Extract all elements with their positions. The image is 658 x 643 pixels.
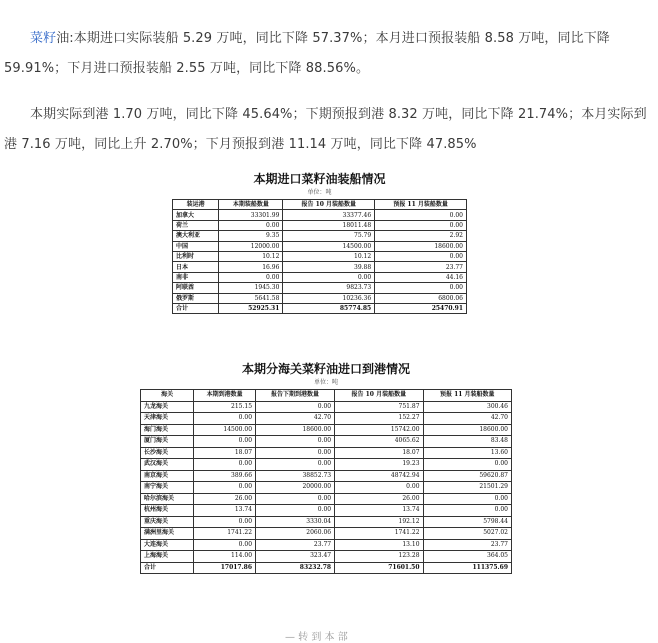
- table-row: [173, 303, 467, 313]
- table-cell: 4065.62: [335, 436, 423, 448]
- table-cell: 10.12: [283, 251, 375, 261]
- table-row: [141, 528, 512, 540]
- paragraph-1-text: 油:本期进口实际装船 5.29 万吨，同比下降 57.37%；本月进口预报装船 8.58 万吨，同比下降 59.91%；下月进口预报装船 2.55 万吨，同比下降 88.56%。: [4, 31, 610, 76]
- shipment-table-figure: [172, 170, 467, 314]
- table-header-cell: 预报 11 月装船数量: [375, 200, 467, 210]
- table-cell: 13.60: [423, 447, 511, 459]
- table-cell: 23.77: [423, 539, 511, 551]
- table-row: [141, 413, 512, 425]
- table-cell: 14500.00: [194, 424, 256, 436]
- table-cell: 20000.00: [256, 482, 335, 494]
- table-cell: 23.77: [375, 262, 467, 272]
- table-cell: 0.00: [283, 272, 375, 282]
- table-cell: 1741.22: [194, 528, 256, 540]
- table-cell: 18.07: [194, 447, 256, 459]
- table-cell: 0.00: [375, 210, 467, 220]
- table-row-label: 重庆海关: [141, 516, 194, 528]
- table-cell: 192.12: [335, 516, 423, 528]
- table-cell: 2060.06: [256, 528, 335, 540]
- table-row: [141, 516, 512, 528]
- table-row: [173, 220, 467, 230]
- table-cell: 2.92: [375, 231, 467, 241]
- table-cell: 123.28: [335, 551, 423, 563]
- table-row: [141, 505, 512, 517]
- table-cell: 71601.50: [335, 562, 423, 574]
- table-row-label: 大连海关: [141, 539, 194, 551]
- table-row-label: 南京海关: [141, 470, 194, 482]
- table-row: [141, 562, 512, 574]
- shipment-table-title: 本期进口菜籽油装船情况: [253, 172, 386, 186]
- table-cell: 0.00: [256, 493, 335, 505]
- arrival-table: [140, 389, 512, 574]
- table-row-label: 比利时: [173, 251, 219, 261]
- table-cell: 75.79: [283, 231, 375, 241]
- table-cell: 59620.87: [423, 470, 511, 482]
- table-header-cell: 报告 10 月装船数量: [283, 200, 375, 210]
- table-cell: 6800.06: [375, 293, 467, 303]
- table-cell: 751.87: [335, 401, 423, 413]
- table-row: [173, 262, 467, 272]
- table-cell: 14500.00: [283, 241, 375, 251]
- table-header-cell: 装运港: [173, 200, 219, 210]
- table-cell: 1945.30: [219, 283, 283, 293]
- table-row: [141, 551, 512, 563]
- table-row-label: 南非: [173, 272, 219, 282]
- table-cell: 18600.00: [375, 241, 467, 251]
- table-row-label: 上海海关: [141, 551, 194, 563]
- table-cell: 44.16: [375, 272, 467, 282]
- table-cell: 21501.29: [423, 482, 511, 494]
- table-row: [173, 283, 467, 293]
- table-cell: 389.66: [194, 470, 256, 482]
- keyword-link-rapeseed[interactable]: 菜籽: [30, 31, 57, 46]
- table-cell: 10.12: [219, 251, 283, 261]
- paragraph-rapeseed-shipment: [4, 24, 652, 84]
- table-header-cell: 预报 11 月装船数量: [423, 390, 511, 402]
- table-cell: 0.00: [375, 220, 467, 230]
- table-cell: 38852.73: [256, 470, 335, 482]
- table-cell: 9.35: [219, 231, 283, 241]
- table-cell: 13.10: [335, 539, 423, 551]
- table-cell: 16.96: [219, 262, 283, 272]
- table-cell: 83232.78: [256, 562, 335, 574]
- table-header-cell: 报告 10 月装船数量: [335, 390, 423, 402]
- table-cell: 15742.00: [335, 424, 423, 436]
- table-cell: 0.00: [256, 447, 335, 459]
- table-cell: 152.27: [335, 413, 423, 425]
- table-cell: 52925.31: [219, 303, 283, 313]
- table-cell: 83.48: [423, 436, 511, 448]
- table-cell: 19.23: [335, 459, 423, 471]
- table-cell: 85774.85: [283, 303, 375, 313]
- table-cell: 42.70: [423, 413, 511, 425]
- table-row-label: 日本: [173, 262, 219, 272]
- table-header-cell: 本期装船数量: [219, 200, 283, 210]
- table-row-label: 澳大利亚: [173, 231, 219, 241]
- table-row: [141, 401, 512, 413]
- table-cell: 18600.00: [423, 424, 511, 436]
- paragraph-rapeseed-arrival: 本期实际到港 1.70 万吨，同比下降 45.64%；下期预报到港 8.32 万吨，同比下降 21.74%；本月实际到港 7.16 万吨，同比上升 2.70%；下月预报到港 11.14 万吨，同比下降 47.85%: [4, 107, 647, 152]
- table-cell: 33301.99: [219, 210, 283, 220]
- arrival-table-title: 本期分海关菜籽油进口到港情况: [241, 362, 410, 376]
- arrival-table-unit: 单位：吨: [313, 379, 338, 386]
- table-cell: 18600.00: [256, 424, 335, 436]
- table-cell: 0.00: [256, 459, 335, 471]
- table-row: [141, 436, 512, 448]
- table-cell: 0.00: [256, 401, 335, 413]
- table-row: [141, 470, 512, 482]
- table-cell: 17017.86: [194, 562, 256, 574]
- table-row: [173, 241, 467, 251]
- table-row: [173, 231, 467, 241]
- table-row-label: 厦门海关: [141, 436, 194, 448]
- table-row: [141, 539, 512, 551]
- table-cell: 25470.91: [375, 303, 467, 313]
- table-cell: 0.00: [335, 482, 423, 494]
- table-cell: 10236.36: [283, 293, 375, 303]
- table-cell: 0.00: [375, 251, 467, 261]
- table-row-label: 杭州海关: [141, 505, 194, 517]
- table-cell: 0.00: [423, 493, 511, 505]
- shipment-table-unit: 单位：吨: [307, 189, 332, 196]
- table-cell: 0.00: [194, 436, 256, 448]
- table-row-label: 满洲里海关: [141, 528, 194, 540]
- table-row-label: 天津海关: [141, 413, 194, 425]
- shipment-table: [172, 199, 467, 314]
- table-cell: 3330.04: [256, 516, 335, 528]
- table-cell: 0.00: [423, 459, 511, 471]
- table-header-row: [141, 390, 512, 402]
- table-cell: 5798.44: [423, 516, 511, 528]
- table-cell: 5027.02: [423, 528, 511, 540]
- table-cell: 33377.46: [283, 210, 375, 220]
- table-cell: 23.77: [256, 539, 335, 551]
- table-cell: 114.00: [194, 551, 256, 563]
- table-cell: 0.00: [194, 539, 256, 551]
- table-cell: 0.00: [194, 516, 256, 528]
- table-header-cell: 报告下期到港数量: [256, 390, 335, 402]
- table-cell: 111375.69: [423, 562, 511, 574]
- table-row-label: 九龙海关: [141, 401, 194, 413]
- table-row-label: 哈尔滨海关: [141, 493, 194, 505]
- table-cell: 9823.73: [283, 283, 375, 293]
- table-cell: 26.00: [335, 493, 423, 505]
- table-row-label: 阿联酋: [173, 283, 219, 293]
- table-header-cell: 本期到港数量: [194, 390, 256, 402]
- table-header-row: [173, 200, 467, 210]
- arrival-table-figure: [140, 360, 512, 574]
- table-row-label: 南宁海关: [141, 482, 194, 494]
- table-row: [141, 447, 512, 459]
- table-cell: 0.00: [423, 505, 511, 517]
- cut-off-footer-text: — 转 到 本 部: [285, 632, 348, 643]
- table-row: [141, 482, 512, 494]
- table-cell: 39.88: [283, 262, 375, 272]
- table-cell: 0.00: [219, 220, 283, 230]
- table-row: [173, 293, 467, 303]
- table-cell: 12000.00: [219, 241, 283, 251]
- table-cell: 0.00: [256, 505, 335, 517]
- table-cell: 364.05: [423, 551, 511, 563]
- table-row-label: 海门海关: [141, 424, 194, 436]
- table-cell: 1741.22: [335, 528, 423, 540]
- table-row: [141, 493, 512, 505]
- table-row-label: 武汉海关: [141, 459, 194, 471]
- table-cell: 0.00: [194, 459, 256, 471]
- table-row-label: 荷兰: [173, 220, 219, 230]
- table-header-cell: 海关: [141, 390, 194, 402]
- table-row: [173, 251, 467, 261]
- table-cell: 48742.94: [335, 470, 423, 482]
- table-row-label: 加拿大: [173, 210, 219, 220]
- table-row-label: 合计: [141, 562, 194, 574]
- table-row-label: 中国: [173, 241, 219, 251]
- table-cell: 13.74: [335, 505, 423, 517]
- table-row: [173, 210, 467, 220]
- table-cell: 13.74: [194, 505, 256, 517]
- table-row-label: 俄罗斯: [173, 293, 219, 303]
- table-cell: 42.70: [256, 413, 335, 425]
- table-row: [141, 459, 512, 471]
- table-cell: 0.00: [194, 413, 256, 425]
- table-cell: 26.00: [194, 493, 256, 505]
- table-cell: 0.00: [194, 482, 256, 494]
- table-row: [173, 272, 467, 282]
- table-cell: 0.00: [256, 436, 335, 448]
- table-cell: 18011.48: [283, 220, 375, 230]
- table-cell: 5641.58: [219, 293, 283, 303]
- table-cell: 215.15: [194, 401, 256, 413]
- table-row-label: 长沙海关: [141, 447, 194, 459]
- table-cell: 300.46: [423, 401, 511, 413]
- table-cell: 0.00: [375, 283, 467, 293]
- table-cell: 323.47: [256, 551, 335, 563]
- table-row-label: 合计: [173, 303, 219, 313]
- table-cell: 0.00: [219, 272, 283, 282]
- table-row: [141, 424, 512, 436]
- table-cell: 18.07: [335, 447, 423, 459]
